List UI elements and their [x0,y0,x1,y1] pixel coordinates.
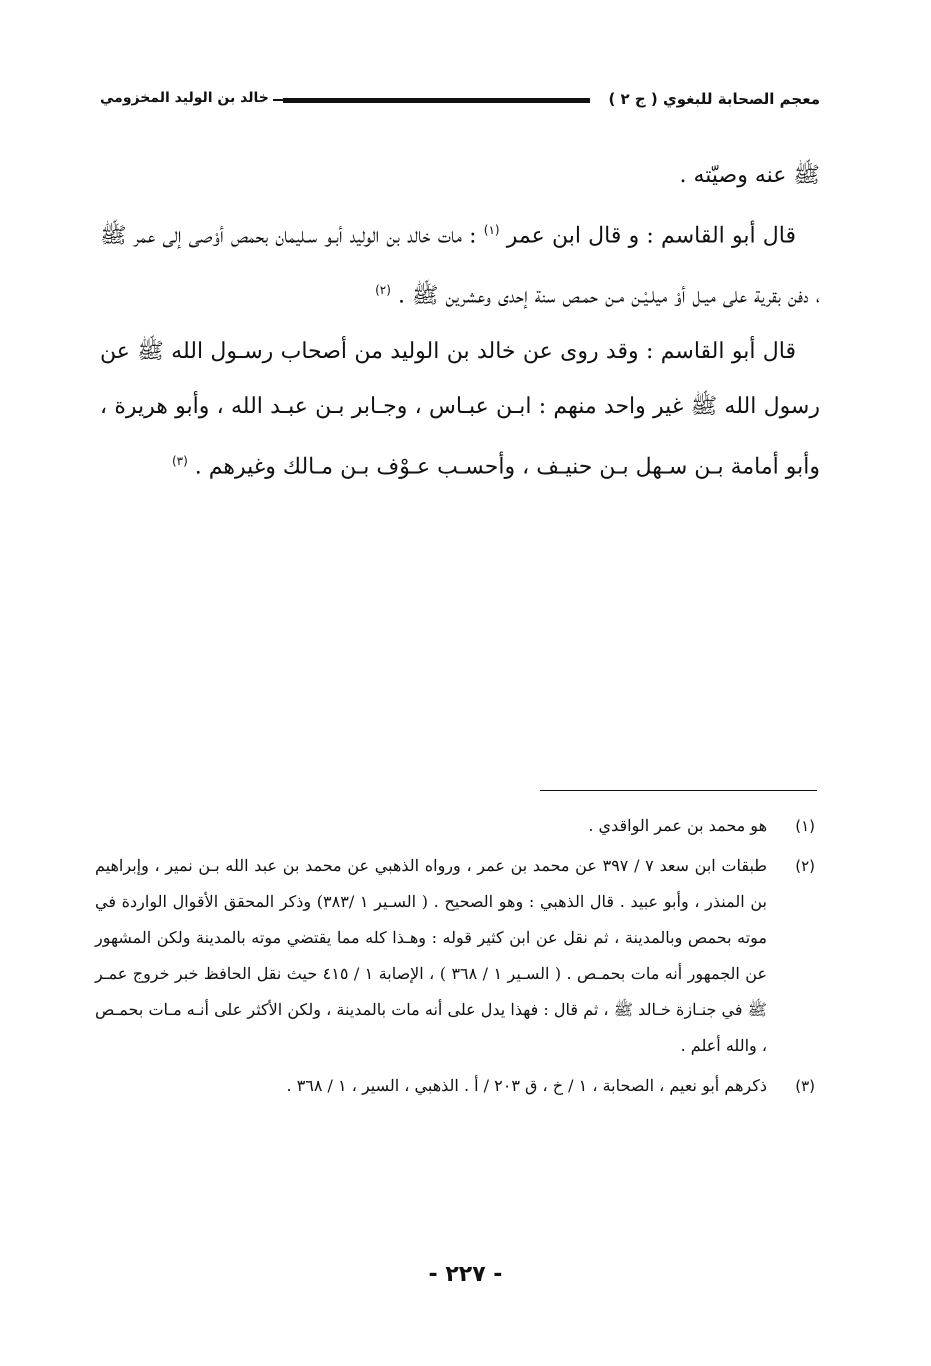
paragraph-2: قال أبو القاسم : و قال ابن عمر $^{(١)}$ : مات خالد بن الوليد أبـو سـليمان بحمص أوْصى إلى عمر ﷺ ، دفن بقرية على ميـل أوْ ميلـيْـن مـن حمـص سنة إحدى وعشرين ﷺ . $^{(٢)}$ [100,223,820,309]
footnote-separator [540,790,817,791]
footnote-text: ذكرهم أبو نعيم ، الصحابة ، ١ / خ ، ق ٢٠٣ / أ . الذهبي ، السير ، ١ / ٣٦٨ . [286,1076,767,1095]
footnote-1 [95,808,815,844]
footnote-text: هو محمد بن عمر الواقدي . [588,816,767,835]
footnote-text: طبقات ابن سعد ٧ / ٣٩٧ عن محمد بن عمر ، ورواه الذهبي عن محمد بن عبد الله بـن نمير ، وإبراهيم بن المنذر ، وأبو عبيد . قال الذهبي : وهو الصحيح . ( السـير ١ /٣٨٣) وذكر المحقق الأقوال الواردة في موته بحمص وبالمدينة ، ثم نقل عن ابن كثير قوله : وهـذا كله مما يقتضي موته بالمدينة ولكن المشهور عن الجمهور أنه مات بحمـص . ( السـير ١ / ٣٦٨ ) ، الإصابة ١ / ٤١٥ حيث نقل الحافظ خبر خروج عمـر ﷺ في جنـازة خـالد ﷺ ، ثم قال : فهذا يدل على أنه مات بالمدينة ، ولكن الأكثر على أنـه مـات بحمـص ، والله أعلم . [95,856,768,1055]
page-number: - ٢٢٧ - [428,1262,503,1287]
running-header [100,88,820,122]
paragraph-3: قال أبو القاسم : وقد روى عن خالد بن الوليد من أصحاب رسـول الله ﷺ عن رسول الله ﷺ غير واحد منهم : ابـن عبـاس ، وجـابر بـن عبـد الله ، وأبو هريرة ، وأبو أمامة بـن سـهل بـن حنيـف ، وأحسـب عـوْف بـن مـالك وغيرهم . $^{(٣)}$ [100,338,820,479]
footnote-2 [95,848,815,1064]
footnote-number: (٢) [795,857,815,875]
footnote-ref-3[interactable]: (٣) [171,453,188,468]
footnote-ref-1[interactable]: (١) [483,223,500,237]
paragraph-1: ﷺ عنه وصيّته . [679,163,820,188]
main-text [100,148,820,494]
header-rule [283,98,590,103]
footnote-3 [95,1068,815,1104]
footnote-number: (١) [795,817,815,835]
book-title: معجم الصحابة للبغوي ( ج ٢ ) [608,90,820,108]
footnote-ref-2[interactable]: (٢) [375,283,391,298]
footnotes [95,808,815,1108]
chapter-title: خالد بن الوليد المخزومي [100,90,269,106]
footnote-number: (٣) [795,1077,815,1095]
